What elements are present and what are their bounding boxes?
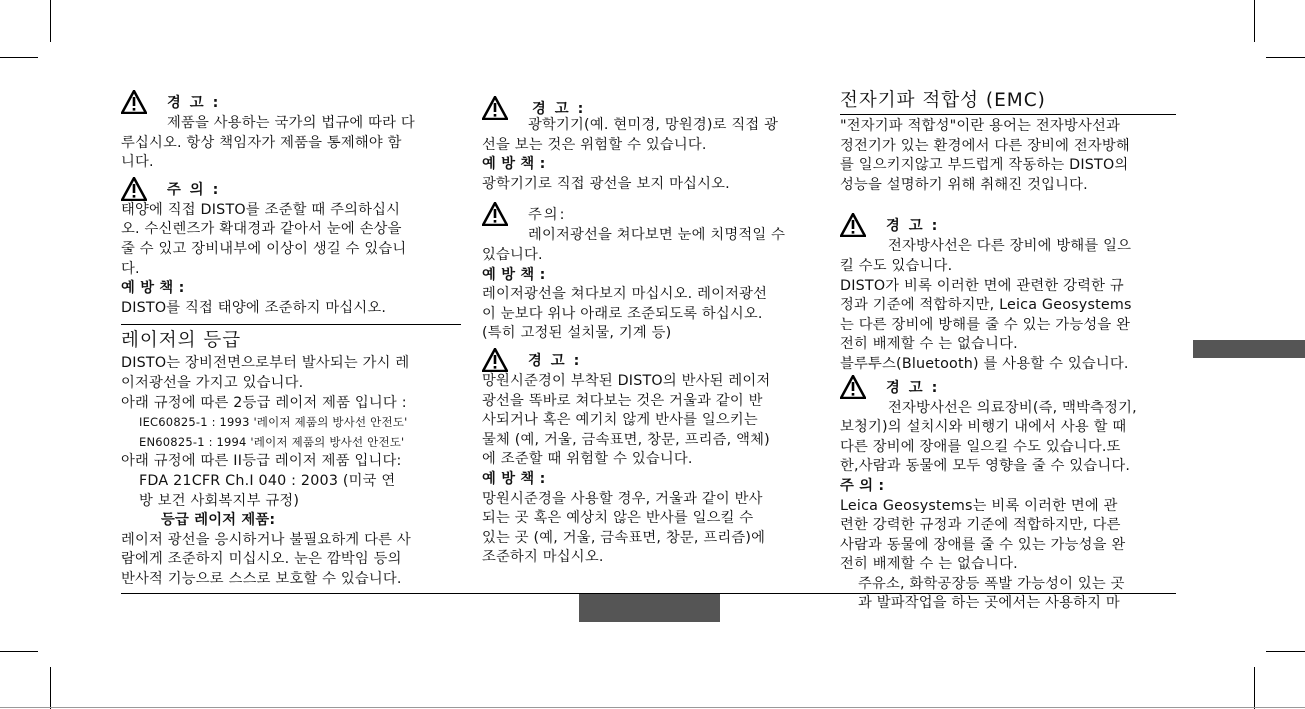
text-line: 제품을 사용하는 국가의 법규에 따라 다 bbox=[167, 115, 415, 131]
section-title: 레이저의 등급 bbox=[121, 330, 242, 352]
text-line: DISTO를 직접 태양에 조준하지 마십시오. bbox=[121, 299, 387, 316]
text-line: 방 보건 사회복지부 규정) bbox=[139, 492, 300, 509]
standard-line: IEC60825-1 : 1993 '레이저 제품의 방사선 안전도' bbox=[139, 415, 408, 430]
warning-triangle-icon bbox=[840, 375, 866, 399]
text-line: 망원시준경이 부착된 DISTO의 반사된 레이저 bbox=[482, 372, 771, 389]
text-line: 있는 곳 (예, 거울, 금속표면, 창문, 프리즘)에 bbox=[482, 529, 766, 546]
text-line: 레이저 광선을 응시하거나 불필요하게 다른 사 bbox=[121, 531, 411, 548]
text-line: 니다. bbox=[121, 154, 154, 171]
bullet-line: 주유소, 화학공장등 폭발 가능성이 있는 곳 bbox=[858, 575, 1125, 592]
text-line: 킬 수도 있습니다. bbox=[840, 257, 953, 274]
side-tab bbox=[1193, 340, 1305, 358]
text-line: 는 다른 장비에 방해를 줄 수 있는 가능성을 완 bbox=[840, 316, 1131, 333]
text-line: 이저광선을 가지고 있습니다. bbox=[121, 374, 304, 391]
text-line: 다른 장비에 장애를 일으킬 수도 있습니다.또 bbox=[840, 438, 1121, 455]
crop-mark bbox=[0, 651, 38, 652]
text-line: DISTO는 장비전면으로부터 발사되는 가시 레 bbox=[121, 355, 410, 372]
column-1 bbox=[121, 88, 461, 589]
text-line: 한,사람과 동물에 모두 영향을 줄 수 있습니다. bbox=[840, 458, 1131, 475]
text-line: 를 일으키지않고 부드럽게 작동하는 DISTO의 bbox=[840, 157, 1129, 174]
crop-mark bbox=[1254, 0, 1255, 42]
text-line: 련한 강력한 규정과 기준에 적합하지만, 다른 bbox=[840, 517, 1121, 534]
text-line: FDA 21CFR Ch.I 040 : 2003 (미국 연 bbox=[139, 472, 396, 489]
text-line: 성능을 설명하기 위해 취해진 것입니다. bbox=[840, 176, 1088, 193]
text-line: 광학기기(예. 현미경, 망원경)로 직접 광 bbox=[528, 117, 779, 133]
text-line: 사람과 동물에 장애를 줄 수 있는 가능성을 완 bbox=[840, 536, 1126, 553]
text-line: 보청기)의 설치시와 비행기 내에서 사용 할 때 bbox=[840, 419, 1127, 436]
caution-heading bbox=[482, 204, 822, 226]
warning-triangle-icon bbox=[840, 213, 866, 237]
crop-mark bbox=[1266, 651, 1305, 652]
text-line: 루십시오. 항상 책임자가 제품을 통제해야 함 bbox=[121, 134, 402, 151]
caution-label: 주의: bbox=[528, 207, 567, 224]
text-line: 레이저광선을 쳐다보면 눈에 치명적일 수 bbox=[528, 227, 786, 244]
crop-mark bbox=[0, 57, 38, 58]
warning-heading bbox=[840, 377, 1176, 399]
text-line: 사되거나 혹은 예기치 않게 반사를 일으키는 bbox=[482, 412, 758, 429]
text-line: 정전기가 있는 환경에서 다른 장비에 전자방해 bbox=[840, 137, 1130, 154]
warning-triangle-icon bbox=[482, 202, 508, 226]
prevention-label: 예 방 책 : bbox=[121, 280, 185, 297]
crop-mark bbox=[50, 0, 51, 42]
text-line: 아래 규정에 따른 2등급 레이저 제품 입니다 : bbox=[121, 394, 407, 411]
caution-label: 주 의 : bbox=[840, 477, 885, 494]
text-line: 에 조준할 때 위험할 수 있습니다. bbox=[482, 451, 693, 468]
bullet-line: 과 발파작업을 하는 곳에서는 사용하지 마 bbox=[858, 595, 1120, 612]
warning-triangle-icon bbox=[121, 90, 147, 114]
warning-label: 경 고 : bbox=[886, 218, 940, 235]
text-line: 반사적 기능으로 스스로 보호할 수 있습니다. bbox=[121, 570, 402, 587]
text-line: 광학기기로 직접 광선을 보지 마십시오. bbox=[482, 175, 730, 192]
text-line: 블루투스(Bluetooth) 를 사용할 수 있습니다. bbox=[840, 355, 1129, 372]
text-line: 오. 수신렌즈가 확대경과 같아서 눈에 손상을 bbox=[121, 221, 402, 238]
text-line: 전히 배제할 수 는 없습니다. bbox=[840, 336, 1018, 353]
warning-label: 경 고 : bbox=[528, 352, 582, 369]
text-line: 전자방사선은 의료장비(즉, 맥박측정기, bbox=[888, 399, 1137, 416]
text-line: 이 눈보다 위나 아래로 조준되도록 하십시오. bbox=[482, 305, 763, 322]
crop-mark bbox=[50, 667, 51, 709]
warning-triangle-icon bbox=[482, 96, 508, 120]
text-line: 다. bbox=[121, 260, 140, 277]
warning-label: 경 고 : bbox=[532, 101, 586, 117]
text-line: 레이저광선을 쳐다보지 마십시오. 레이저광선 bbox=[482, 286, 768, 303]
page-number-tab bbox=[579, 594, 720, 622]
prevention-label: 예 방 책 : bbox=[482, 156, 546, 173]
text-line: 줄 수 있고 장비내부에 이상이 생길 수 있습니 bbox=[121, 240, 407, 257]
crop-mark bbox=[1266, 57, 1305, 58]
warning-label: 경 고 : bbox=[167, 95, 221, 111]
text-line: "전자기파 적합성"이란 용어는 전자방사선과 bbox=[840, 118, 1120, 134]
text-line: 망원시준경을 사용할 경우, 거울과 같이 반사 bbox=[482, 490, 763, 507]
warning-heading bbox=[482, 98, 822, 120]
caution-label: 주 의 : bbox=[167, 181, 221, 198]
text-line: 선을 보는 것은 위험할 수 있습니다. bbox=[482, 136, 707, 153]
text-line: Leica Geosystems는 비록 이러한 면에 관 bbox=[840, 497, 1118, 514]
section-title: 전자기파 적합성 (EMC) bbox=[840, 88, 1176, 115]
text-line: 조준하지 마십시오. bbox=[482, 549, 604, 566]
crop-mark bbox=[1254, 667, 1255, 709]
prevention-label: 예 방 책 : bbox=[482, 266, 546, 283]
text-line: 태양에 직접 DISTO를 조준할 때 주의하십시 bbox=[121, 201, 401, 218]
caution-heading bbox=[121, 179, 461, 201]
column-3 bbox=[840, 88, 1176, 614]
text-line: (특히 고정된 설치물, 기계 등) bbox=[482, 325, 672, 342]
standard-line: EN60825-1 : 1994 '레이저 제품의 방사선 안전도' bbox=[139, 434, 405, 449]
text-line: 물체 (예, 거울, 금속표면, 창문, 프리즘, 액체) bbox=[482, 431, 770, 448]
text-line: 있습니다. bbox=[482, 246, 543, 263]
prevention-label: 예 방 책 : bbox=[482, 470, 546, 487]
text-line: 람에게 조준하지 미십시오. 눈은 깜박임 등의 bbox=[121, 551, 402, 568]
warning-heading bbox=[840, 215, 1176, 237]
text-line: 아래 규정에 따른 II등급 레이저 제품 입니다: bbox=[121, 453, 402, 470]
crop-mark bbox=[0, 707, 1305, 708]
warning-heading bbox=[482, 350, 822, 372]
text-line: 정과 기준에 적합하지만, Leica Geosystems bbox=[840, 297, 1132, 314]
product-class-label: 등급 레이저 제품: bbox=[161, 512, 276, 529]
text-line: 전히 배제할 수 는 없습니다. bbox=[840, 556, 1018, 573]
warning-heading bbox=[121, 92, 461, 114]
section-rule bbox=[121, 318, 461, 325]
text-line: 광선을 똑바로 쳐다보는 것은 거울과 같이 반 bbox=[482, 392, 763, 409]
warning-label: 경 고 : bbox=[886, 379, 940, 396]
warning-triangle-icon bbox=[121, 177, 147, 201]
warning-triangle-icon bbox=[482, 348, 508, 372]
text-line: 전자방사선은 다른 장비에 방해를 일으 bbox=[888, 238, 1132, 255]
text-line: 되는 곳 혹은 예상치 않은 반사를 일으킬 수 bbox=[482, 510, 754, 527]
column-2 bbox=[482, 88, 822, 568]
text-line: DISTO가 비록 이러한 면에 관련한 강력한 규 bbox=[840, 277, 1124, 294]
